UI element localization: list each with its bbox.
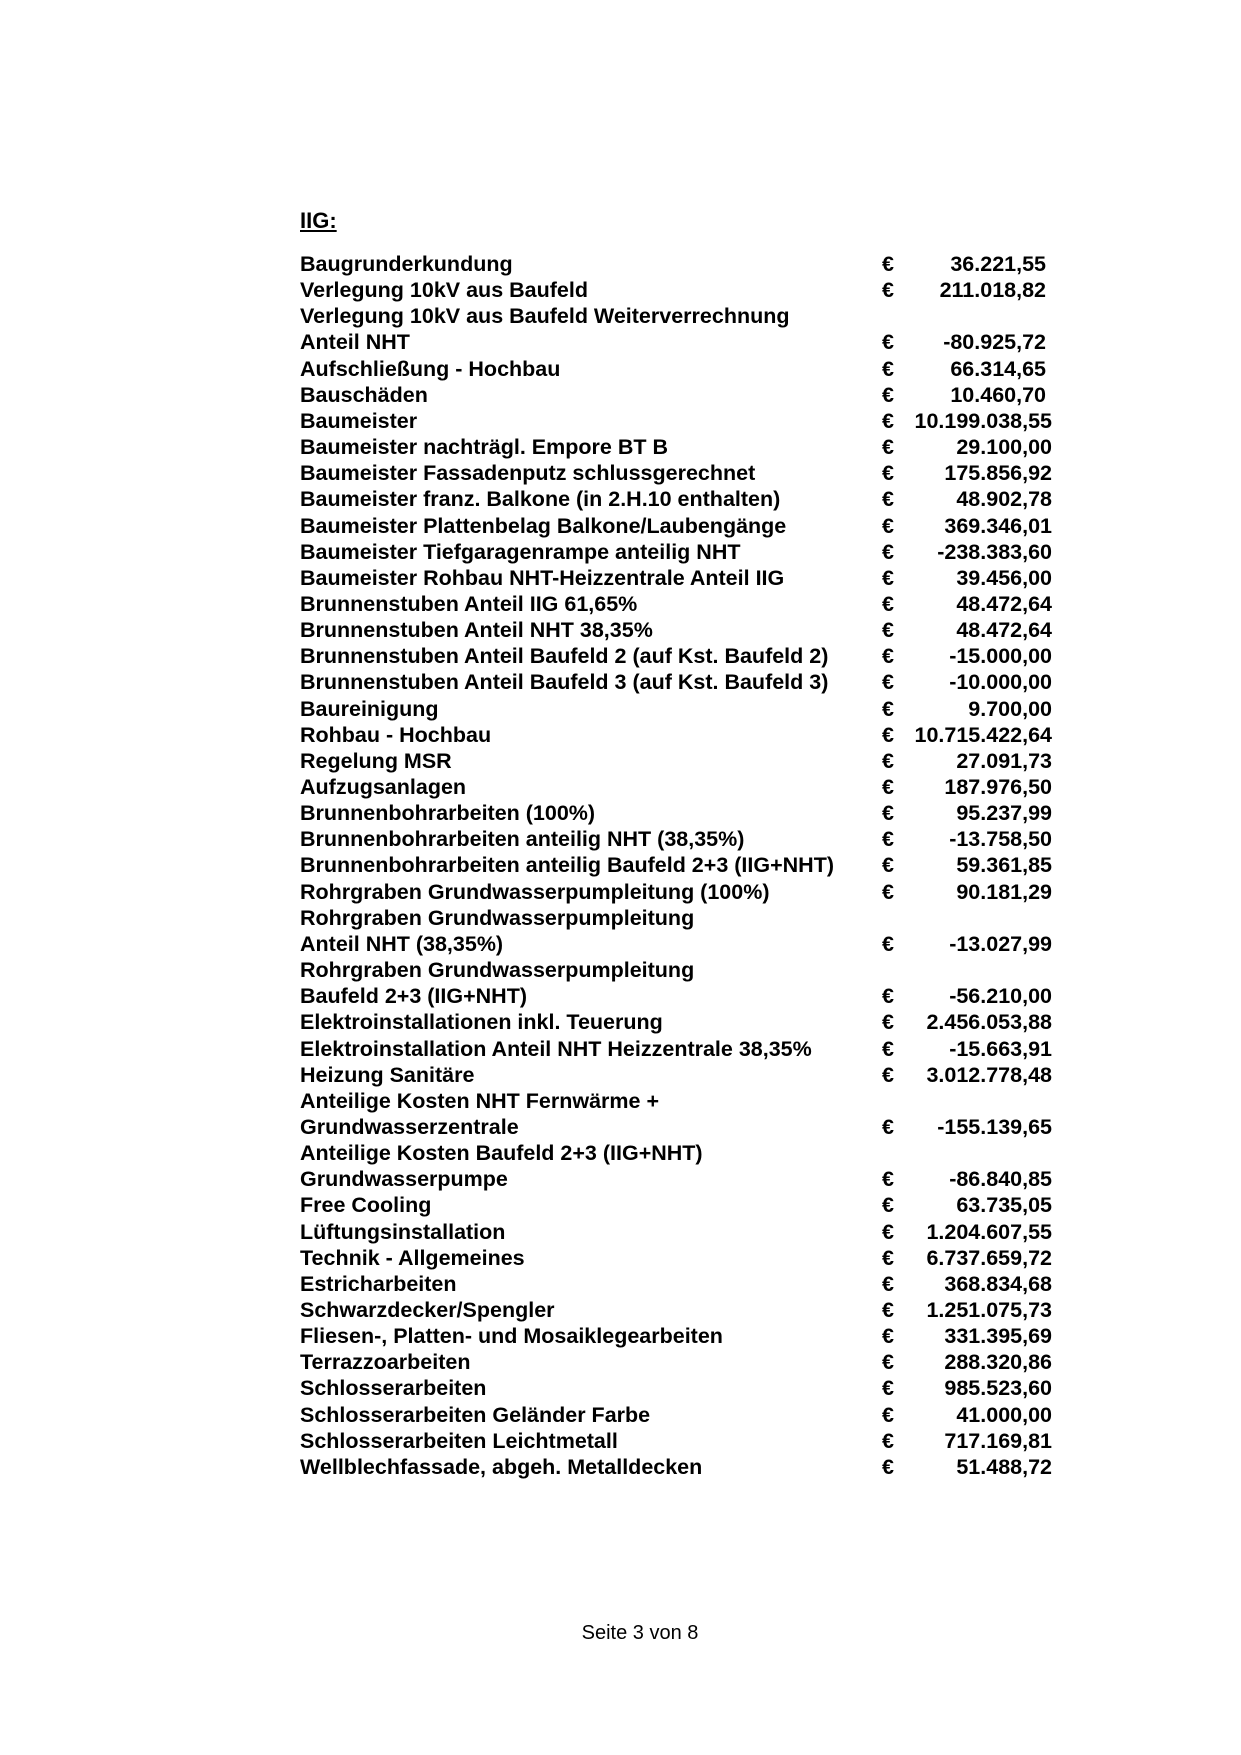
cost-item-label: Brunnenstuben Anteil Baufeld 2 (auf Kst. Baufeld 2) [300, 644, 829, 669]
cost-item-label: Schwarzdecker/Spengler [300, 1298, 555, 1322]
cost-row [0, 747, 1241, 775]
cost-row [0, 328, 1241, 356]
cost-item-label: Baureinigung [300, 696, 439, 721]
cost-row [0, 695, 1241, 723]
cost-item-label: Heizung Sanitäre [300, 1062, 475, 1087]
currency-symbol: € [882, 1376, 894, 1401]
cost-item-label: Rohrgraben Grundwasserpumpleitung [300, 958, 695, 983]
cost-amount: -13.027,99 [949, 931, 1052, 956]
currency-symbol: € [882, 1245, 894, 1270]
cost-amount: 368.834,68 [944, 1271, 1052, 1296]
currency-symbol: € [882, 408, 894, 433]
cost-item-label: Brunnenbohrarbeiten anteilig Baufeld 2+3 (IIG+NHT) [300, 853, 834, 878]
cost-row [0, 590, 1241, 618]
currency-symbol: € [882, 278, 894, 303]
cost-amount: 48.902,78 [956, 487, 1052, 512]
cost-amount: 175.856,92 [944, 461, 1052, 486]
cost-row [0, 799, 1241, 827]
cost-item-label: Grundwasserzentrale [300, 1114, 519, 1139]
cost-amount: -56.210,00 [949, 984, 1052, 1009]
cost-item-label: Anteilige Kosten Baufeld 2+3 (IIG+NHT) [300, 1141, 703, 1166]
cost-row [0, 668, 1241, 696]
cost-item-label: Baumeister [300, 408, 418, 433]
currency-symbol: € [882, 748, 894, 773]
cost-item-label: Terrazzoarbeiten [300, 1350, 471, 1375]
currency-symbol: € [882, 356, 894, 381]
cost-row [0, 956, 1241, 984]
cost-amount: -155.139,65 [937, 1114, 1052, 1139]
cost-row [0, 1113, 1241, 1141]
currency-symbol: € [882, 1402, 894, 1427]
cost-row [0, 1270, 1241, 1298]
section-heading: IIG: [300, 208, 337, 233]
currency-symbol: € [882, 696, 894, 721]
cost-amount: 90.181,29 [956, 879, 1052, 904]
cost-row [0, 1322, 1241, 1350]
currency-symbol: € [882, 1428, 894, 1453]
cost-item-label: Verlegung 10kV aus Baufeld [300, 278, 588, 303]
cost-item-label: Aufschließung - Hochbau [300, 356, 561, 381]
cost-row [0, 1008, 1241, 1036]
currency-symbol: € [882, 1114, 894, 1139]
currency-symbol: € [882, 618, 894, 643]
currency-symbol: € [882, 382, 894, 407]
cost-item-label: Baumeister Plattenbelag Balkone/Laubengänge [300, 513, 787, 538]
currency-symbol: € [882, 487, 894, 512]
cost-item-label: Baugrunderkundung [300, 252, 513, 276]
cost-amount: 51.488,72 [956, 1454, 1052, 1479]
cost-row [0, 355, 1241, 383]
cost-amount: -80.925,72 [943, 330, 1046, 355]
cost-amount: 63.735,05 [956, 1193, 1052, 1218]
cost-row [0, 1191, 1241, 1219]
cost-item-label: Anteil NHT (38,35%) [300, 931, 504, 956]
cost-item-label: Brunnenstuben Anteil IIG 61,65% [300, 591, 638, 616]
cost-row [0, 982, 1241, 1010]
cost-row [0, 564, 1241, 592]
currency-symbol: € [882, 1324, 894, 1349]
currency-symbol: € [882, 827, 894, 852]
cost-amount: 10.460,70 [950, 382, 1046, 407]
currency-symbol: € [882, 252, 894, 276]
cost-row [0, 1427, 1241, 1455]
currency-symbol: € [882, 1298, 894, 1322]
cost-amount: -86.840,85 [949, 1167, 1052, 1192]
currency-symbol: € [882, 435, 894, 460]
cost-row [0, 1374, 1241, 1402]
cost-row [0, 459, 1241, 487]
cost-item-label: Baufeld 2+3 (IIG+NHT) [300, 984, 527, 1009]
cost-amount: 288.320,86 [944, 1350, 1052, 1375]
cost-row [0, 851, 1241, 879]
currency-symbol: € [882, 931, 894, 956]
cost-amount: 211.018,82 [939, 278, 1046, 303]
cost-item-label: Wellblechfassade, abgeh. Metalldecken [300, 1454, 703, 1479]
currency-symbol: € [882, 801, 894, 826]
cost-row [0, 1348, 1241, 1376]
cost-row [0, 642, 1241, 670]
currency-symbol: € [882, 1454, 894, 1479]
cost-amount: 10.199.038,55 [914, 408, 1052, 433]
cost-item-label: Technik - Allgemeines [300, 1245, 525, 1270]
cost-amount: 36.221,55 [950, 252, 1046, 276]
cost-row [0, 1401, 1241, 1429]
cost-item-label: Baumeister Rohbau NHT-Heizzentrale Anteil IIG [300, 565, 785, 590]
cost-item-label: Brunnenstuben Anteil Baufeld 3 (auf Kst. Baufeld 3) [300, 670, 829, 695]
cost-amount: -13.758,50 [949, 827, 1052, 852]
page-number-footer: Seite 3 von 8 [581, 1622, 699, 1644]
cost-row [0, 1218, 1241, 1246]
cost-amount: 3.012.778,48 [926, 1062, 1052, 1087]
cost-row [0, 1061, 1241, 1089]
currency-symbol: € [882, 853, 894, 878]
cost-amount: 369.346,01 [944, 513, 1052, 538]
currency-symbol: € [882, 461, 894, 486]
cost-item-label: Schlosserarbeiten Leichtmetall [300, 1428, 618, 1453]
cost-amount: 10.715.422,64 [914, 722, 1052, 747]
cost-row [0, 1296, 1241, 1324]
cost-row [0, 1139, 1241, 1167]
cost-row [0, 721, 1241, 749]
cost-item-label: Anteil NHT [300, 330, 410, 355]
currency-symbol: € [882, 775, 894, 799]
cost-amount: 985.523,60 [944, 1376, 1052, 1401]
currency-symbol: € [882, 539, 894, 564]
cost-item-label: Rohbau - Hochbau [300, 722, 492, 747]
currency-symbol: € [882, 1036, 894, 1061]
cost-item-label: Schlosserarbeiten Geländer Farbe [300, 1402, 651, 1427]
cost-amount: 48.472,64 [956, 591, 1052, 616]
cost-row [0, 381, 1241, 409]
cost-row [0, 773, 1241, 801]
currency-symbol: € [882, 1193, 894, 1218]
cost-item-label: Aufzugsanlagen [300, 775, 467, 799]
cost-item-label: Baumeister nachträgl. Empore BT B [300, 435, 668, 460]
cost-item-label: Brunnenstuben Anteil NHT 38,35% [300, 618, 653, 643]
cost-item-label: Regelung MSR [300, 748, 452, 773]
cost-row [0, 825, 1241, 853]
cost-amount: 9.700,00 [968, 696, 1052, 721]
currency-symbol: € [882, 1271, 894, 1296]
cost-amount: 41.000,00 [956, 1402, 1052, 1427]
cost-row [0, 485, 1241, 513]
cost-row [0, 407, 1241, 435]
cost-item-label: Elektroinstallationen inkl. Teuerung [300, 1010, 663, 1035]
cost-amount: 1.251.075,73 [926, 1298, 1052, 1322]
cost-row [0, 1165, 1241, 1193]
cost-item-label: Schlosserarbeiten [300, 1376, 487, 1401]
cost-item-label: Anteilige Kosten NHT Fernwärme + [300, 1088, 660, 1113]
cost-row [0, 302, 1241, 330]
cost-amount: -238.383,60 [937, 539, 1052, 564]
currency-symbol: € [882, 879, 894, 904]
cost-item-label: Baumeister franz. Balkone (in 2.H.10 enthalten) [300, 487, 781, 512]
cost-item-label: Rohrgraben Grundwasserpumpleitung (100%) [300, 879, 770, 904]
currency-symbol: € [882, 513, 894, 538]
cost-row [0, 433, 1241, 461]
currency-symbol: € [882, 1010, 894, 1035]
cost-amount: 29.100,00 [956, 435, 1052, 460]
cost-amount: 27.091,73 [956, 748, 1052, 773]
cost-row [0, 616, 1241, 644]
cost-amount: 187.976,50 [944, 775, 1052, 799]
currency-symbol: € [882, 565, 894, 590]
cost-row [0, 512, 1241, 540]
cost-item-label: Lüftungsinstallation [300, 1219, 506, 1244]
cost-amount: -10.000,00 [949, 670, 1052, 695]
cost-amount: 6.737.659,72 [926, 1245, 1052, 1270]
cost-amount: 95.237,99 [956, 801, 1052, 826]
cost-amount: 331.395,69 [944, 1324, 1052, 1349]
cost-item-label: Grundwasserpumpe [300, 1167, 508, 1192]
cost-amount: 48.472,64 [956, 618, 1052, 643]
currency-symbol: € [882, 1062, 894, 1087]
cost-row [0, 1453, 1241, 1481]
cost-row [0, 904, 1241, 932]
cost-amount: 1.204.607,55 [926, 1219, 1052, 1244]
cost-item-label: Estricharbeiten [300, 1271, 457, 1296]
cost-amount: 2.456.053,88 [926, 1010, 1052, 1035]
currency-symbol: € [882, 644, 894, 669]
cost-row [0, 250, 1241, 278]
currency-symbol: € [882, 722, 894, 747]
currency-symbol: € [882, 1167, 894, 1192]
currency-symbol: € [882, 591, 894, 616]
cost-item-label: Baumeister Tiefgaragenrampe anteilig NHT [300, 539, 741, 564]
currency-symbol: € [882, 330, 894, 355]
currency-symbol: € [882, 984, 894, 1009]
currency-symbol: € [882, 670, 894, 695]
cost-row [0, 276, 1241, 304]
cost-item-label: Brunnenbohrarbeiten anteilig NHT (38,35%) [300, 827, 745, 852]
cost-item-label: Verlegung 10kV aus Baufeld Weiterverrechnung [300, 304, 790, 329]
cost-item-label: Elektroinstallation Anteil NHT Heizzentrale 38,35% [300, 1036, 812, 1061]
currency-symbol: € [882, 1219, 894, 1244]
cost-item-label: Rohrgraben Grundwasserpumpleitung [300, 905, 695, 930]
cost-row [0, 1087, 1241, 1115]
cost-row [0, 538, 1241, 566]
currency-symbol: € [882, 1350, 894, 1375]
cost-amount: 59.361,85 [956, 853, 1052, 878]
cost-amount: 717.169,81 [944, 1428, 1052, 1453]
cost-amount: -15.663,91 [949, 1036, 1052, 1061]
cost-row [0, 878, 1241, 906]
cost-item-label: Baumeister Fassadenputz schlussgerechnet [300, 461, 756, 486]
cost-amount: 39.456,00 [956, 565, 1052, 590]
cost-row [0, 1244, 1241, 1272]
cost-row [0, 1035, 1241, 1063]
cost-amount: -15.000,00 [949, 644, 1052, 669]
cost-item-label: Free Cooling [300, 1193, 432, 1218]
cost-amount: 66.314,65 [950, 356, 1046, 381]
cost-item-label: Bauschäden [300, 382, 428, 407]
cost-item-label: Brunnenbohrarbeiten (100%) [300, 801, 596, 826]
cost-item-label: Fliesen-, Platten- und Mosaiklegearbeiten [300, 1324, 723, 1349]
cost-row [0, 930, 1241, 958]
